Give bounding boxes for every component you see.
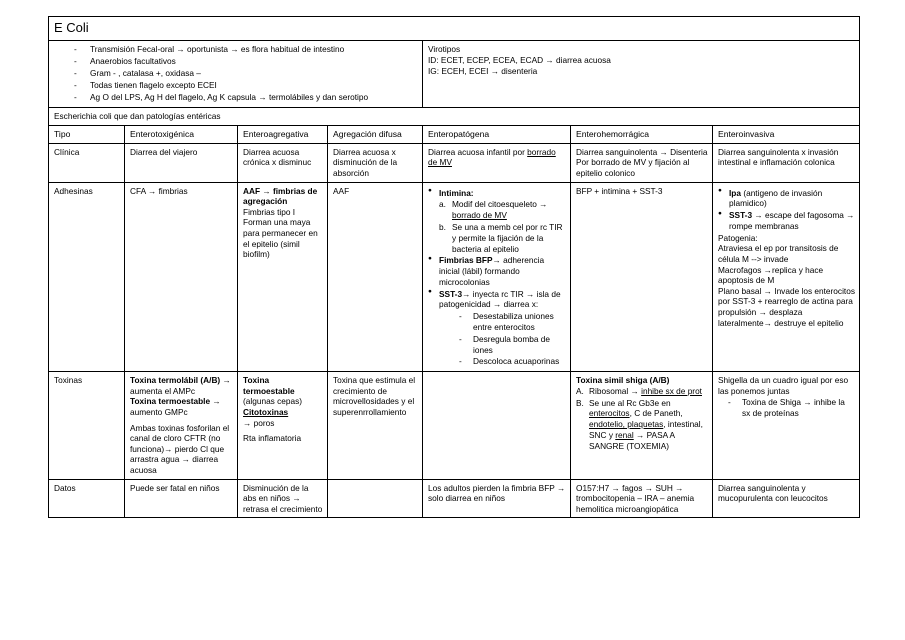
intro-item: - Anaerobios facultativos [54, 56, 418, 67]
table-row [49, 479, 860, 518]
toxina-termoestable-eaec-label: Toxina termoestable [243, 375, 295, 396]
sst3-sub: - Desestabiliza uniones entre enterocitos [439, 311, 566, 333]
intimina-a [439, 199, 566, 221]
intimina-label: Intimina: [439, 187, 474, 198]
row-label-clinica: Clínica [49, 143, 125, 182]
clinica-enteropatogena [423, 143, 571, 182]
clinica-ep-pre: Diarrea acuosa infantil [428, 146, 511, 157]
column-header-enteroinvasiva: Enteroinvasiva [713, 125, 860, 143]
intro-row [49, 40, 860, 108]
sst3-item [428, 289, 566, 367]
datos-agregacion-difusa [328, 479, 423, 518]
column-header-agregacion-difusa: Agregación difusa [328, 125, 423, 143]
clinica-enterotoxigenica: Diarrea del viajero [125, 143, 238, 182]
shigella-note: Shigella da un cuadro igual por eso las ponemos juntas [718, 375, 849, 396]
clinica-agregacion-difusa: Diarrea acuosa x disminución de la absorción [328, 143, 423, 182]
column-header-tipo: Tipo [49, 125, 125, 143]
virotipos-title: Virotipos [428, 43, 461, 54]
shiga-a [576, 386, 708, 397]
adhesinas-agregacion-difusa: AAF [328, 182, 423, 372]
datos-enteropatogena: Los adultos pierden la fimbria BFP → solo diarrea en niños [423, 479, 571, 518]
sst3-rest: → inyecta rc TIR → isla de patogenicidad → diarrea x: [439, 288, 561, 310]
patogenia-label: Patogenia: [718, 232, 758, 243]
clinica-ep-mid: por [510, 146, 528, 157]
sst3-inv-label: SST-3 [729, 210, 753, 221]
bfp-item [428, 255, 566, 287]
band-row [49, 108, 860, 126]
column-header-enteropatogena: Enteropatógena [423, 125, 571, 143]
toxinas-enteropatogena [423, 372, 571, 479]
clinica-ep-underline: borrado de MV [428, 146, 556, 168]
shiga-a-underline: inhibe sx de prot [641, 385, 702, 396]
toxina-termoestable-rest: → aumento GMPc [130, 396, 221, 417]
shiga-b-end: → PASA A SANGRE (TOXEMIA) [589, 429, 675, 451]
row-label-adhesinas: Adhesinas [49, 182, 125, 372]
column-header-enterotoxigenica: Enterotoxigénica [125, 125, 238, 143]
ipa-item [718, 188, 855, 210]
virotipos-id: ID: ECET, ECEP, ECEA, ECAD → diarrea acuosa [428, 54, 611, 65]
patogenia-line: Plano basal → Invade los enterocitos por SST-3 + rearreglo de actina para propulsión → desplaza lateralmente→ destruye el epitelio [718, 285, 855, 328]
toxina-termolabil-label: Toxina termolábil (A/B) [130, 375, 221, 386]
citotoxinas-rest: → poros [243, 417, 275, 428]
ipa-rest: (antigeno de invasión plamidico) [729, 187, 823, 209]
shiga-b-u2: endotelio, plaquetas [589, 419, 664, 430]
bfp-label: Fimbrias BFP [439, 255, 493, 266]
toxina-termolabil-rest: → aumenta el AMPc [130, 375, 231, 396]
intro-right [423, 40, 860, 108]
sst3-inv-item [718, 210, 855, 232]
intimina-a-text: Modif del citoesqueleto → [452, 199, 548, 210]
patogenia-line: Atraviesa el ep por transitosis de célula M --> invade [718, 243, 839, 264]
sst3-label: SST-3 [439, 288, 463, 299]
table-row [49, 182, 860, 372]
intimina-b: Se una a memb cel por rc TIR y permite la fijación de la bacteria al epitelio [452, 221, 563, 254]
datos-enteroagregativa: Disminución de la abs en niños → retrasa el crecimiento [238, 479, 328, 518]
intro-item: - Transmisión Fecal-oral → oportunista → es flora habitual de intestino [54, 44, 418, 55]
sst3-sub: - Descoloca acuaporinas [439, 356, 566, 367]
row-label-toxinas: Toxinas [49, 372, 125, 479]
shiga-b-u3: renal [615, 429, 634, 440]
table-row [49, 143, 860, 182]
title-row [49, 17, 860, 41]
intro-left [49, 40, 423, 108]
toxinas-enterohemorragica [571, 372, 713, 479]
datos-enterotoxigenica: Puede ser fatal en niños [125, 479, 238, 518]
intro-item: - Todas tienen flagelo excepto ECEI [54, 80, 418, 91]
shiga-b-mid1: , C de Paneth, [629, 408, 683, 419]
intimina-item [428, 188, 566, 255]
section-band: Escherichia coli que dan patologías entéricas [49, 108, 860, 126]
toxina-simil-shiga-label: Toxina simil shiga (A/B) [576, 375, 670, 386]
column-header-enteroagregativa: Enteroagregativa [238, 125, 328, 143]
intro-item: - Gram - , catalasa +, oxidasa – [54, 68, 418, 79]
toxinas-etec-paragraph: Ambas toxinas fosforilan el canal de cloro CFTR (no funciona)→ pierdo Cl que arrastra agua → diarrea acuosa [130, 422, 230, 475]
datos-enterohemorragica: O157:H7 → fagos → SUH → trombocitopenia – IRA – anemia hemolitica microangiopática [571, 479, 713, 518]
table-row [49, 372, 860, 479]
column-header-enterohemorragica: Enterohemorrágica [571, 125, 713, 143]
intro-item: - Ag O del LPS, Ag H del flagelo, Ag K capsula → termolábiles y dan serotipo [54, 92, 418, 103]
intimina-a-underline: borrado de MV [452, 210, 507, 221]
adhesinas-enterohemorragica: BFP + intimina + SST-3 [571, 182, 713, 372]
patogenia-line: Macrofagos →replica y hace apoptosis de M [718, 264, 824, 286]
header-row [49, 125, 860, 143]
toxinas-agregacion-difusa: Toxina que estimula el crecimiento de microvellosidades y el superenrrollamiento [328, 372, 423, 479]
aaf-detail: Fimbrias tipo I Forman una maya para permanecer en el epitelio (simil biofilm) [243, 206, 318, 260]
citotoxinas-label: Citotoxinas [243, 406, 289, 417]
adhesinas-enteroagregativa [238, 182, 328, 372]
ipa-label: Ipa [729, 187, 741, 198]
adhesinas-enteropatogena [423, 182, 571, 372]
rta-inflamatoria: Rta inflamatoria [243, 433, 302, 444]
bfp-rest: → adherencia inicial (lábil) formando microcolonias [439, 255, 545, 287]
toxina-termoestable-label: Toxina termoestable [130, 396, 211, 407]
shiga-b-mid2: , intestinal, SNC y [589, 419, 703, 440]
adhesinas-enteroinvasiva [713, 182, 860, 372]
shiga-b [576, 398, 708, 452]
clinica-enteroinvasiva: Diarrea sanguinolenta x invasión intestinal e inflamación colonica [713, 143, 860, 182]
sst3-inv-rest: → escape del fagosoma → rompe membranas [729, 210, 855, 231]
shiga-b-pre: Se une al Rc Gb3e en [589, 397, 671, 408]
shiga-a-pre: Ribosomal → [589, 385, 642, 396]
datos-enteroinvasiva: Diarrea sanguinolenta y mucopurulenta con leucocitos [713, 479, 860, 518]
toxinas-enterotoxigenica [125, 372, 238, 479]
shiga-sub: - Toxina de Shiga → inhibe la sx de proteínas [718, 397, 855, 419]
toxina-termoestable-eaec-rest: (algunas cepas) [243, 396, 303, 407]
virotipos-ig: IG: ECEH, ECEI → disenteria [428, 66, 538, 76]
shiga-b-u1: enterocitos [589, 408, 630, 419]
toxinas-enteroagregativa [238, 372, 328, 479]
sst3-sub: - Desregula bomba de iones [439, 334, 566, 356]
adhesinas-enterotoxigenica: CFA → fimbrias [125, 182, 238, 372]
page-title: E Coli [49, 17, 860, 41]
clinica-enteroagregativa: Diarrea acuosa crónica x disminuc [238, 143, 328, 182]
aaf-label: AAF → fimbrias de agregación [243, 185, 318, 207]
clinica-enterohemorragica: Diarrea sanguinolenta → Disenteria Por borrado de MV y fijación al epitelio colonico [571, 143, 713, 182]
ecoli-table [48, 16, 860, 518]
toxinas-enteroinvasiva [713, 372, 860, 479]
row-label-datos: Datos [49, 479, 125, 518]
